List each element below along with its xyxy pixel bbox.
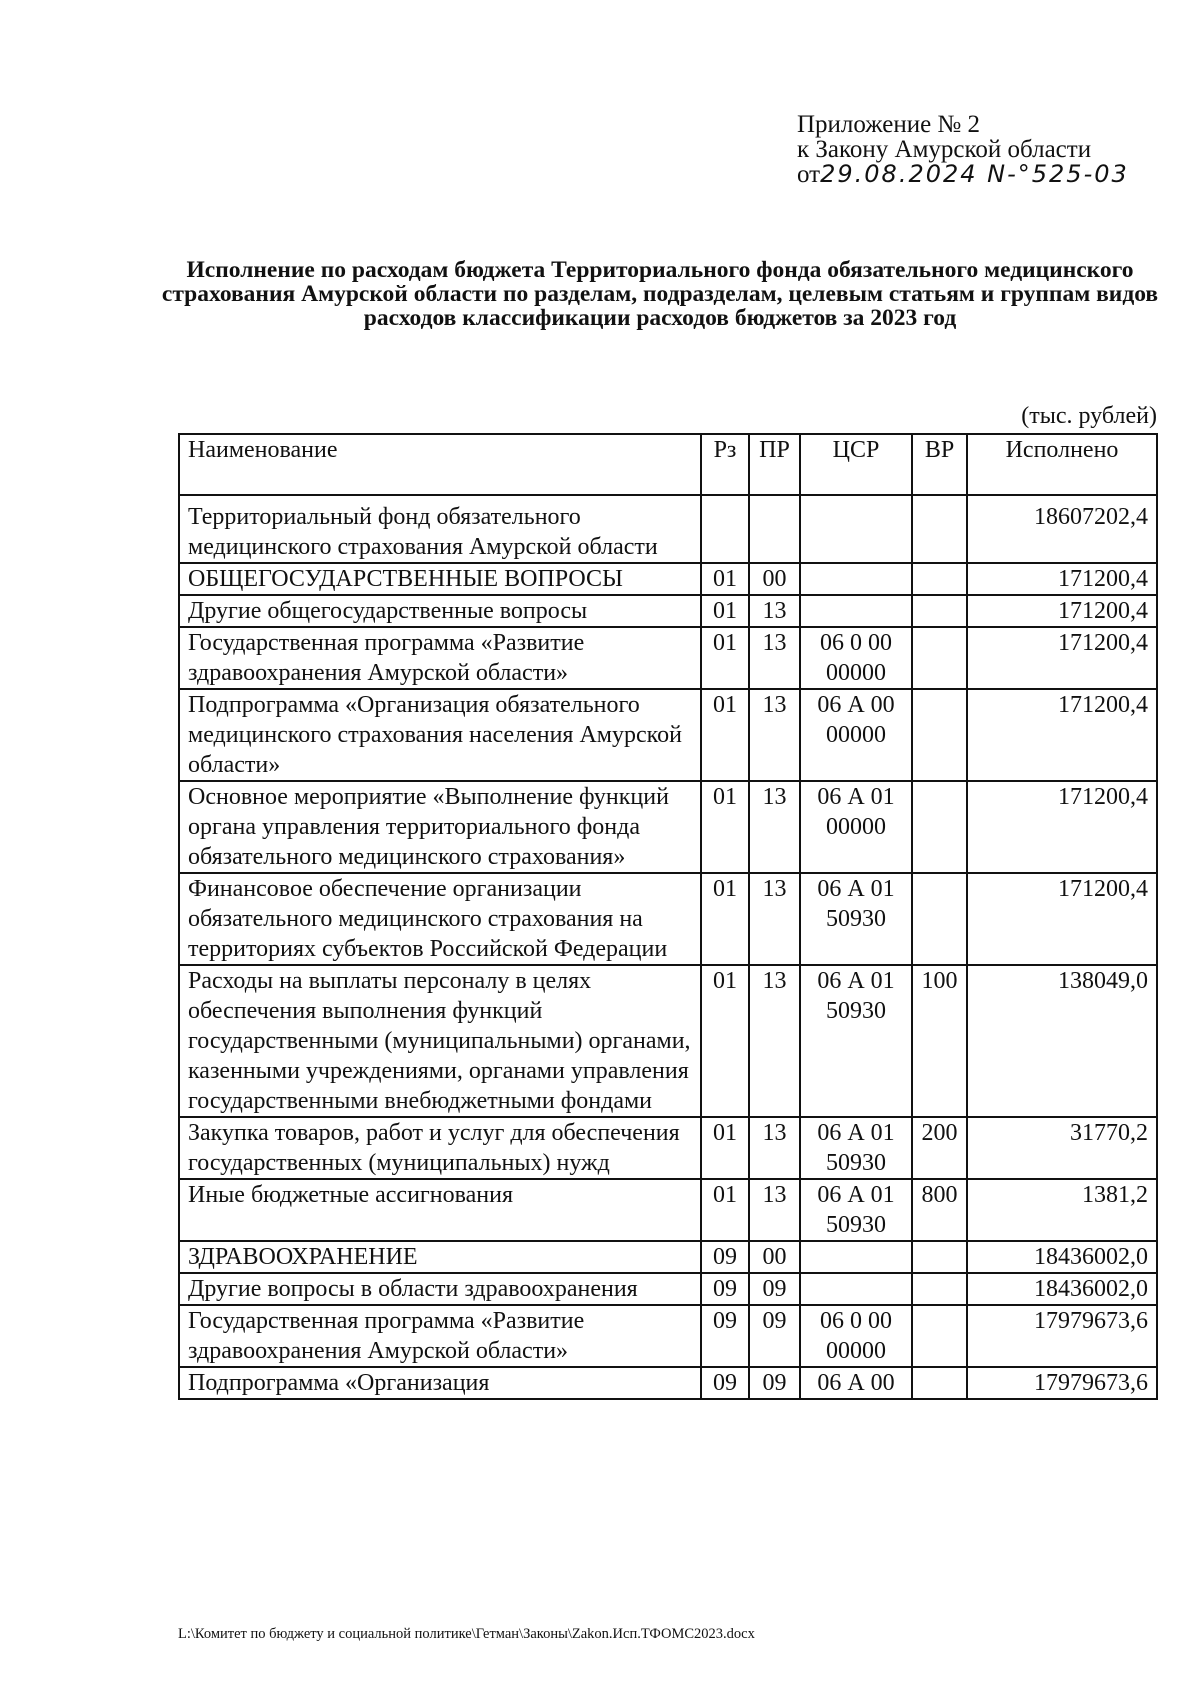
table-row — [179, 1273, 1157, 1305]
cell-rz: 09 — [701, 1305, 749, 1367]
cell-vr — [912, 1273, 967, 1305]
cell-vr: 800 — [912, 1179, 967, 1241]
table-row — [179, 965, 1157, 1117]
table-row — [179, 627, 1157, 689]
cell-pr: 09 — [749, 1273, 800, 1305]
header-executed: Исполнено — [967, 434, 1157, 495]
cell-csr: 06 А 00 — [800, 1367, 912, 1399]
document-title: Исполнение по расходам бюджета Территориального фонда обязательного медицинского страхования Амурской области по разделам, подразделам, целевым статьям и группам видов расходов классификации расходов бюджетов за 2023 год — [161, 257, 1159, 331]
cell-executed: 1381,2 — [967, 1179, 1157, 1241]
cell-csr: 06 0 00 00000 — [800, 627, 912, 689]
cell-pr: 09 — [749, 1305, 800, 1367]
cell-name: Подпрограмма «Организация обязательного медицинского страхования населения Амурской области» — [179, 689, 701, 781]
cell-rz: 01 — [701, 627, 749, 689]
cell-executed: 171200,4 — [967, 595, 1157, 627]
cell-executed: 138049,0 — [967, 965, 1157, 1117]
cell-name: Финансовое обеспечение организации обязательного медицинского страхования на территориях субъектов Российской Федерации — [179, 873, 701, 965]
header-pr: ПР — [749, 434, 800, 495]
cell-rz — [701, 495, 749, 563]
file-path-footer: L:\Комитет по бюджету и социальной политике\Гетман\Законы\Zakon.Исп.ТФОМС2023.docx — [178, 1626, 755, 1642]
cell-pr: 13 — [749, 873, 800, 965]
cell-pr: 13 — [749, 627, 800, 689]
table-row — [179, 1241, 1157, 1273]
cell-pr: 09 — [749, 1367, 800, 1399]
cell-csr: 06 А 01 00000 — [800, 781, 912, 873]
cell-vr — [912, 873, 967, 965]
cell-pr: 13 — [749, 1117, 800, 1179]
table-row — [179, 1179, 1157, 1241]
cell-vr — [912, 495, 967, 563]
cell-name: Иные бюджетные ассигнования — [179, 1179, 701, 1241]
handwritten-date-signature: 29.08.2024 N-°525-03 — [820, 160, 1129, 188]
cell-executed: 18436002,0 — [967, 1241, 1157, 1273]
cell-rz: 01 — [701, 1117, 749, 1179]
cell-name: Государственная программа «Развитие здравоохранения Амурской области» — [179, 627, 701, 689]
cell-rz: 09 — [701, 1367, 749, 1399]
table-row — [179, 1367, 1157, 1399]
table-row — [179, 689, 1157, 781]
cell-vr — [912, 627, 967, 689]
cell-vr — [912, 1241, 967, 1273]
cell-executed: 31770,2 — [967, 1117, 1157, 1179]
cell-name: Расходы на выплаты персоналу в целях обеспечения выполнения функций государственными (муниципальными) органами, казенными учреждениями, органами управления государственными внебюджетными фондами — [179, 965, 701, 1117]
cell-rz: 01 — [701, 595, 749, 627]
cell-rz: 01 — [701, 873, 749, 965]
units-label: (тыс. рублей) — [1021, 403, 1157, 429]
cell-csr: 06 А 01 50930 — [800, 873, 912, 965]
cell-csr: 06 0 00 00000 — [800, 1305, 912, 1367]
cell-csr: 06 А 01 50930 — [800, 1117, 912, 1179]
cell-vr: 100 — [912, 965, 967, 1117]
cell-pr: 00 — [749, 1241, 800, 1273]
cell-vr — [912, 1367, 967, 1399]
cell-name: Закупка товаров, работ и услуг для обеспечения государственных (муниципальных) нужд — [179, 1117, 701, 1179]
cell-csr — [800, 495, 912, 563]
cell-csr — [800, 563, 912, 595]
cell-vr — [912, 595, 967, 627]
cell-pr: 13 — [749, 781, 800, 873]
cell-name: Государственная программа «Развитие здравоохранения Амурской области» — [179, 1305, 701, 1367]
cell-csr: 06 А 01 50930 — [800, 965, 912, 1117]
table-row — [179, 1117, 1157, 1179]
appendix-date-prefix: от — [797, 161, 821, 188]
header-rz: Рз — [701, 434, 749, 495]
appendix-law: к Закону Амурской области — [797, 136, 1092, 163]
table-row — [179, 595, 1157, 627]
cell-vr — [912, 781, 967, 873]
table-header-row — [179, 434, 1157, 495]
cell-executed: 171200,4 — [967, 781, 1157, 873]
cell-csr: 06 А 01 50930 — [800, 1179, 912, 1241]
cell-pr — [749, 495, 800, 563]
cell-rz: 09 — [701, 1273, 749, 1305]
cell-rz: 01 — [701, 781, 749, 873]
cell-vr: 200 — [912, 1117, 967, 1179]
cell-name: Территориальный фонд обязательного медицинского страхования Амурской области — [179, 495, 701, 563]
cell-csr — [800, 1241, 912, 1273]
cell-csr — [800, 595, 912, 627]
cell-rz: 01 — [701, 689, 749, 781]
cell-csr: 06 А 00 00000 — [800, 689, 912, 781]
cell-rz: 01 — [701, 965, 749, 1117]
cell-executed: 17979673,6 — [967, 1367, 1157, 1399]
cell-executed: 18607202,4 — [967, 495, 1157, 563]
cell-rz: 01 — [701, 1179, 749, 1241]
appendix-number: Приложение № 2 — [797, 111, 981, 138]
cell-name: ЗДРАВООХРАНЕНИЕ — [179, 1241, 701, 1273]
cell-vr — [912, 689, 967, 781]
header-csr: ЦСР — [800, 434, 912, 495]
cell-pr: 13 — [749, 1179, 800, 1241]
cell-name: Подпрограмма «Организация — [179, 1367, 701, 1399]
cell-executed: 18436002,0 — [967, 1273, 1157, 1305]
cell-executed: 171200,4 — [967, 627, 1157, 689]
cell-name: Другие общегосударственные вопросы — [179, 595, 701, 627]
cell-name: Основное мероприятие «Выполнение функций органа управления территориального фонда обязательного медицинского страхования» — [179, 781, 701, 873]
cell-rz: 09 — [701, 1241, 749, 1273]
table-row — [179, 495, 1157, 563]
table-body — [179, 495, 1157, 1399]
cell-vr — [912, 1305, 967, 1367]
table-row — [179, 1305, 1157, 1367]
header-vr: ВР — [912, 434, 967, 495]
cell-name: Другие вопросы в области здравоохранения — [179, 1273, 701, 1305]
cell-pr: 13 — [749, 689, 800, 781]
cell-executed: 171200,4 — [967, 689, 1157, 781]
cell-executed: 171200,4 — [967, 563, 1157, 595]
cell-pr: 13 — [749, 595, 800, 627]
cell-pr: 13 — [749, 965, 800, 1117]
cell-name: ОБЩЕГОСУДАРСТВЕННЫЕ ВОПРОСЫ — [179, 563, 701, 595]
appendix-date — [797, 162, 1129, 187]
table-row — [179, 873, 1157, 965]
cell-vr — [912, 563, 967, 595]
table-row — [179, 563, 1157, 595]
cell-csr — [800, 1273, 912, 1305]
cell-executed: 171200,4 — [967, 873, 1157, 965]
appendix-block — [797, 112, 1129, 187]
cell-executed: 17979673,6 — [967, 1305, 1157, 1367]
expenditure-table — [178, 433, 1158, 1400]
header-name: Наименование — [179, 434, 701, 495]
table-row — [179, 781, 1157, 873]
cell-pr: 00 — [749, 563, 800, 595]
cell-rz: 01 — [701, 563, 749, 595]
